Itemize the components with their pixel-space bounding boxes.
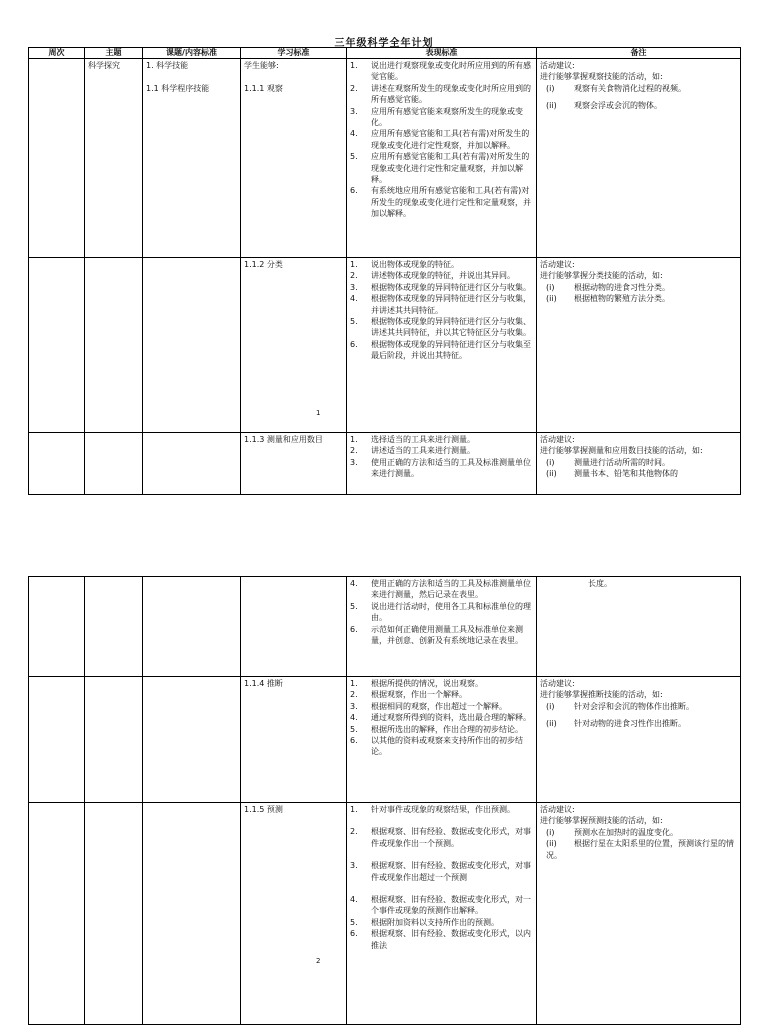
- list-item: 2. 根据观察，作出一个解释。: [350, 690, 467, 700]
- topic-skill: 1. 科学技能: [146, 61, 189, 70]
- theme-cell: [85, 258, 143, 433]
- activity-item: (i) 测量进行活动所需的时间。: [546, 457, 670, 467]
- header-week: 周次: [29, 48, 85, 59]
- list-item: 4. 应用所有感觉官能和工具(若有需)对所发生的现象或变化进行定性观察，并加以解释。: [350, 129, 530, 150]
- theme-cell: [85, 433, 143, 495]
- table-row: [29, 258, 741, 433]
- learning-standard-label: 1.1.1 观察: [244, 84, 283, 94]
- topic-cell: [143, 577, 241, 677]
- learning-standard-label: 1.1.3 测量和应用数目: [244, 435, 323, 444]
- activity-item: (i) 根据动物的进食习性分类。: [546, 282, 670, 292]
- performance-standard-cell: [347, 803, 537, 1025]
- list-item: 1. 说出物体或现象的特征。: [350, 260, 459, 269]
- activity-item: (ii) 观察会浮或会沉的物体。: [546, 101, 662, 111]
- learning-standard-label: 1.1.2 分类: [244, 260, 283, 269]
- activity-continuation: 长度。: [588, 579, 612, 588]
- activity-item: (i) 针对会浮和会沉的物体作出推断。: [546, 701, 694, 711]
- topic-cell: [143, 59, 241, 258]
- table-row: [29, 433, 741, 495]
- remarks-cell: [537, 677, 741, 803]
- list-item: 5. 根据所选出的解释，作出合理的初步结论。: [350, 724, 523, 734]
- document-title: 三年级科学全年计划: [334, 38, 434, 49]
- topic-cell: [143, 677, 241, 803]
- activity-heading: 活动建议:: [540, 679, 575, 688]
- list-item: 4. 根据物体或现象的异同特征进行区分与收集，并讲述其共同特征。: [350, 294, 531, 315]
- learning-standard-cell: [241, 433, 347, 495]
- performance-standard-cell: [347, 577, 537, 677]
- document-page-1: [0, 32, 768, 500]
- activity-item: (ii) 根据植物的繁殖方法分类。: [546, 294, 670, 304]
- list-item: 3. 根据观察、旧有经验、数据或变化形式，对事件或现象作出超过一个预测: [350, 861, 531, 882]
- topic-process-skill: 1.1 科学程序技能: [146, 84, 210, 94]
- activity-intro: 进行能够掌握预测技能的活动，如:: [540, 816, 663, 826]
- page-number: 1: [316, 409, 321, 417]
- theme-cell: 科学探究: [85, 59, 143, 258]
- topic-cell: [143, 433, 241, 495]
- table-row: [29, 59, 741, 258]
- list-item: 5. 根据物体或现象的异同特征进行区分与收集、讲述其共同特征，并以其它特征区分与收集。: [350, 317, 531, 338]
- list-item: 5. 说出进行活动时，使用各工具和标准单位的理由。: [350, 601, 531, 623]
- list-item: 1. 根据所提供的情况，说出观察。: [350, 679, 483, 688]
- activity-intro: 进行能够掌握观察技能的活动，如:: [540, 72, 663, 82]
- list-item: 1. 说出进行观察现象或变化时所应用到的所有感觉官能。: [350, 61, 531, 82]
- list-item: 3. 使用正确的方法和适当的工具及标准测量单位来进行测量。: [350, 457, 531, 479]
- list-item: 2. 讲述适当的工具来进行测量。: [350, 446, 475, 456]
- list-item: 6. 根据观察、旧有经验、数据或变化形式，以内推法: [350, 929, 531, 950]
- learning-standard-cell: [241, 803, 347, 1025]
- table-row: [29, 677, 741, 803]
- activity-intro: 进行能够掌握推断技能的活动，如:: [540, 690, 663, 700]
- plan-table-page-1: [28, 47, 741, 495]
- activity-intro: 进行能够掌握分类技能的活动，如:: [540, 271, 663, 281]
- learning-standard-label: 1.1.4 推断: [244, 679, 283, 688]
- plan-table-page-2: [28, 576, 741, 1025]
- list-item: 2. 讲述物体或现象的特征，并说出其异同。: [350, 271, 515, 281]
- week-cell: [29, 803, 85, 1025]
- remarks-cell: [537, 577, 741, 677]
- learning-standard-intro: 学生能够:: [244, 61, 279, 70]
- table-header-row: [29, 48, 741, 59]
- activity-heading: 活动建议:: [540, 805, 575, 814]
- list-item: 5. 根据附加资料以支持所作出的预测。: [350, 917, 499, 927]
- activity-item: (i) 观察有关食物消化过程的视频。: [546, 83, 686, 93]
- activity-heading: 活动建议:: [540, 61, 575, 70]
- theme-cell: [85, 677, 143, 803]
- activity-intro: 进行能够掌握测量和应用数目技能的活动，如:: [540, 446, 703, 456]
- header-remarks: 备注: [537, 48, 741, 59]
- table-row: [29, 803, 741, 1025]
- activity-item: (ii) 根据行星在太阳系里的位置，预测该行星的情况。: [546, 839, 734, 860]
- list-item: 6. 以其他的资料或观察来支持所作出的初步结论。: [350, 736, 523, 757]
- document-page-2: [0, 576, 768, 1024]
- week-cell: [29, 677, 85, 803]
- week-cell: [29, 258, 85, 433]
- performance-standard-cell: [347, 258, 537, 433]
- activity-item: (ii) 测量书本、铅笔和其他物体的: [546, 469, 678, 479]
- performance-standard-cell: [347, 677, 537, 803]
- activity-item: (i) 预测水在加热时的温度变化。: [546, 827, 678, 837]
- performance-standard-cell: [347, 433, 537, 495]
- list-item: 5. 应用所有感觉官能和工具(若有需)对所发生的现象或变化进行定性和定量观察，并加以解释。: [350, 152, 530, 185]
- remarks-cell: [537, 433, 741, 495]
- table-row: [29, 577, 741, 677]
- list-item: 6. 示范如何正确使用测量工具及标准单位来测量，并创意、创新及有系统地记录在表里。: [350, 624, 523, 646]
- list-item: 3. 根据相同的观察，作出超过一个解释。: [350, 701, 507, 711]
- week-cell: [29, 577, 85, 677]
- remarks-cell: [537, 803, 741, 1025]
- performance-standard-cell: [347, 59, 537, 258]
- list-item: 2. 讲述在观察所发生的现象或变化时所应用到的所有感觉官能。: [350, 83, 531, 105]
- page-number: 2: [316, 957, 321, 965]
- list-item: 4. 根据观察、旧有经验、数据或变化形式，对一个事件或现象的预测作出解释。: [350, 895, 531, 916]
- header-learning-standard: 学习标准: [241, 48, 347, 59]
- list-item: 1. 针对事件或现象的观察结果，作出预测。: [350, 805, 515, 814]
- list-item: 6. 根据物体或现象的异同特征进行区分与收集至最后阶段，并说出其特征。: [350, 339, 531, 361]
- learning-standard-cell: [241, 577, 347, 677]
- list-item: 4. 通过观察所得到的资料，选出最合理的解释。: [350, 713, 531, 723]
- header-topic: 课题/内容标准: [143, 48, 241, 59]
- list-item: 1. 选择适当的工具来进行测量。: [350, 435, 475, 444]
- list-item: 3. 根据物体或现象的异同特征进行区分与收集。: [350, 282, 531, 292]
- remarks-cell: [537, 258, 741, 433]
- header-theme: 主题: [85, 48, 143, 59]
- learning-standard-cell: [241, 59, 347, 258]
- remarks-cell: [537, 59, 741, 258]
- activity-heading: 活动建议:: [540, 260, 575, 269]
- header-performance-standard: 表现标准: [347, 48, 537, 59]
- learning-standard-cell: [241, 677, 347, 803]
- theme-cell: [85, 803, 143, 1025]
- list-item: 2. 根据观察、旧有经验、数据或变化形式，对事件或现象作出一个预测。: [350, 827, 531, 848]
- week-cell: [29, 59, 85, 258]
- list-item: 3. 应用所有感觉官能来观察所发生的现象或变化。: [350, 106, 523, 128]
- learning-standard-label: 1.1.5 预测: [244, 805, 283, 814]
- activity-item: (ii) 针对动物的进食习性作出推断。: [546, 719, 686, 729]
- activity-heading: 活动建议:: [540, 435, 575, 444]
- learning-standard-cell: [241, 258, 347, 433]
- week-cell: [29, 433, 85, 495]
- list-item: 6. 有系统地应用所有感觉官能和工具(若有需)对所发生的现象或变化进行定性和定量观察，并加以解释。: [350, 186, 531, 219]
- theme-cell: [85, 577, 143, 677]
- list-item: 4. 使用正确的方法和适当的工具及标准测量单位来进行测量，然后记录在表里。: [350, 579, 531, 600]
